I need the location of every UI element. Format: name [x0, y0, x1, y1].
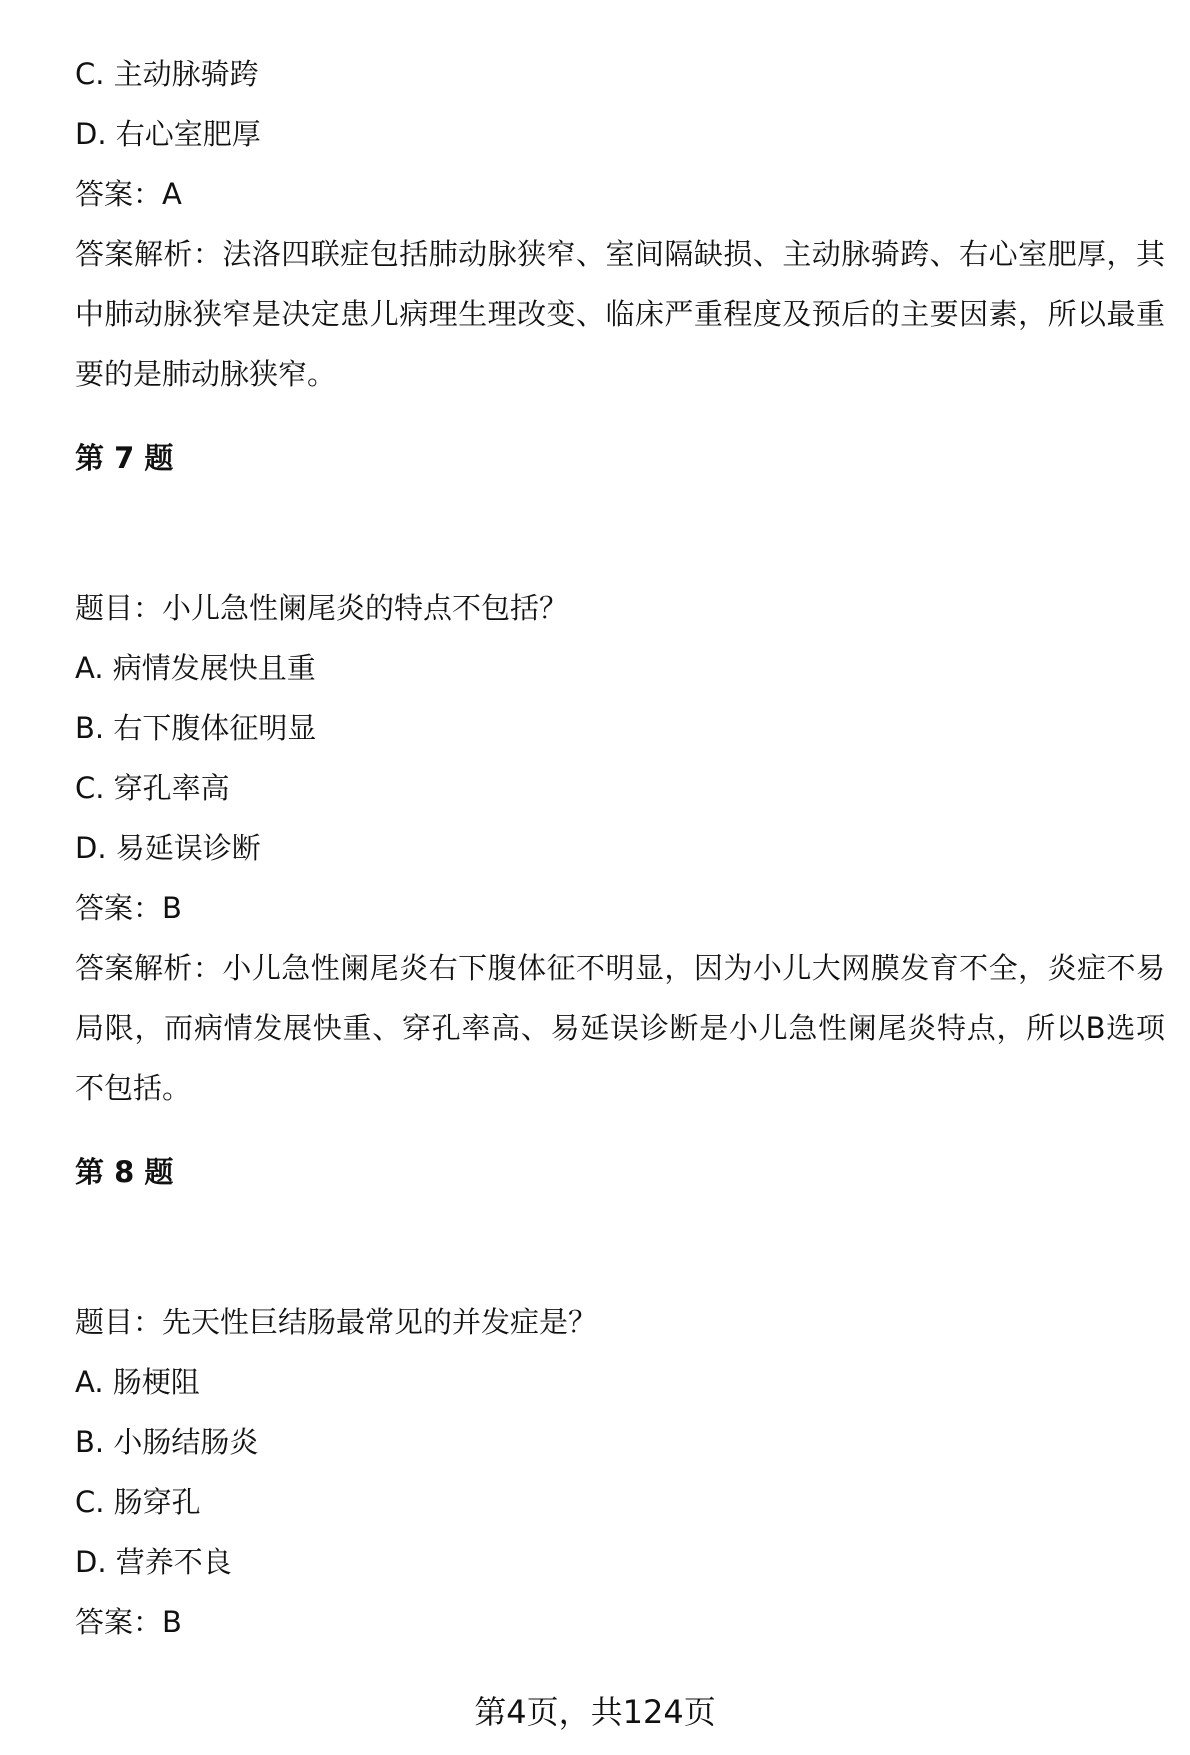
- question-7: [75, 578, 1165, 1118]
- answer-explanation: 答案解析：法洛四联症包括肺动脉狭窄、室间隔缺损、主动脉骑跨、右心室肥厚，其中肺动脉狭窄是决定患儿病理生理改变、临床严重程度及预后的主要因素，所以最重要的是肺动脉狭窄。: [75, 237, 1165, 391]
- option-a: A. 肠梗阻: [75, 1365, 200, 1399]
- question-8: [75, 1292, 1165, 1652]
- option-a: A. 病情发展快且重: [75, 651, 316, 685]
- option-d: D. 易延误诊断: [75, 831, 261, 865]
- answer-explanation: 答案解析：小儿急性阑尾炎右下腹体征不明显，因为小儿大网膜发育不全，炎症不易局限，而病情发展快重、穿孔率高、易延误诊断是小儿急性阑尾炎特点，所以B选项不包括。: [75, 951, 1165, 1105]
- question-8-heading: 第 8 题: [75, 1155, 174, 1189]
- answer: 答案：A: [75, 177, 182, 211]
- option-d: D. 营养不良: [75, 1545, 232, 1579]
- answer: 答案：B: [75, 1605, 182, 1639]
- option-c: C. 肠穿孔: [75, 1485, 201, 1519]
- question-stem: 题目：小儿急性阑尾炎的特点不包括？: [75, 591, 569, 625]
- option-d: D. 右心室肥厚: [75, 117, 261, 151]
- option-b: B. 小肠结肠炎: [75, 1425, 259, 1459]
- answer: 答案：B: [75, 891, 182, 925]
- page-content: [75, 44, 1165, 1652]
- option-b: B. 右下腹体征明显: [75, 711, 317, 745]
- question-6-tail: [75, 44, 1165, 404]
- question-stem: 题目：先天性巨结肠最常见的并发症是？: [75, 1305, 598, 1339]
- option-c: C. 穿孔率高: [75, 771, 230, 805]
- page-number-footer: 第4页，共124页: [474, 1693, 716, 1731]
- option-c: C. 主动脉骑跨: [75, 57, 259, 91]
- question-7-heading: 第 7 题: [75, 441, 174, 475]
